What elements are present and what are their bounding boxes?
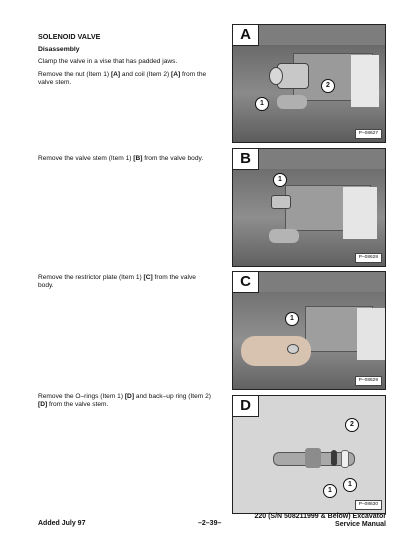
callout-1: 1 xyxy=(255,97,269,111)
figure-ref: [D] xyxy=(124,393,135,400)
page-number: –2–39– xyxy=(198,520,222,527)
photo-number: P–08630 xyxy=(355,500,382,510)
callout-1: 1 xyxy=(285,312,299,326)
step-text: from the valve body. xyxy=(142,155,204,162)
step-remove-restrictor-plate xyxy=(38,274,212,290)
step-text: Clamp the valve in a vise that has padded jaws. xyxy=(38,58,178,65)
nut xyxy=(269,67,283,85)
step-text: Remove the restrictor plate (Item 1) xyxy=(38,274,144,281)
step-remove-valve-stem xyxy=(38,155,212,163)
footer-manual-title xyxy=(254,513,386,529)
callout-2: 2 xyxy=(345,418,359,432)
figure-a-photo xyxy=(232,24,386,143)
figure-ref: [D] xyxy=(38,401,48,408)
step-text: from the valve stem. xyxy=(47,401,109,408)
step-text: Remove the valve stem (Item 1) xyxy=(38,155,134,162)
footer-added-date: Added July 97 xyxy=(38,520,86,527)
valve-stem xyxy=(271,195,291,209)
step-clamp-valve xyxy=(38,58,212,66)
o-ring xyxy=(331,450,337,466)
restrictor-plate xyxy=(287,344,299,354)
photo-number: P–08628 xyxy=(355,253,382,263)
step-text: and coil (Item 2) xyxy=(120,71,172,78)
photo-number: P–08627 xyxy=(355,129,382,139)
fitting xyxy=(269,229,299,243)
step-text: Remove the O–rings (Item 1) xyxy=(38,393,125,400)
manual-model: 220 (S/N 508211999 & Below) Excavator xyxy=(254,513,386,520)
figure-ref: [A] xyxy=(171,71,181,78)
figure-letter-badge: C xyxy=(233,272,259,293)
step-text: from the valve body. xyxy=(38,274,196,289)
figure-letter-badge: B xyxy=(233,149,259,170)
figure-ref: [C] xyxy=(143,274,153,281)
figure-ref: [A] xyxy=(110,71,121,78)
callout-2: 2 xyxy=(321,79,335,93)
figure-letter-badge: A xyxy=(233,25,259,46)
back-up-ring xyxy=(341,450,349,468)
callout-1: 1 xyxy=(273,173,287,187)
figure-ref: [B] xyxy=(133,155,143,162)
step-remove-orings xyxy=(38,393,212,409)
figure-b-photo xyxy=(232,148,386,267)
manual-type: Service Manual xyxy=(335,521,386,528)
section-title: SOLENOID VALVE xyxy=(38,32,101,41)
step-text: and back–up ring (Item 2) xyxy=(134,393,211,400)
padded-jaw xyxy=(351,55,379,107)
step-text: from the valve stem. xyxy=(38,71,207,86)
hand xyxy=(241,336,311,366)
photo-number: P–08629 xyxy=(355,376,382,386)
figure-c-photo xyxy=(232,271,386,390)
stem-collar xyxy=(305,448,321,468)
subsection-title: Disassembly xyxy=(38,46,80,53)
step-text: Remove the nut (Item 1) xyxy=(38,71,111,78)
figure-letter-badge: D xyxy=(233,396,259,417)
padded-jaw xyxy=(357,308,385,360)
callout-1: 1 xyxy=(343,478,357,492)
fitting xyxy=(277,95,307,109)
callout-1: 1 xyxy=(323,484,337,498)
step-remove-nut-coil xyxy=(38,71,212,87)
figure-d-photo xyxy=(232,395,386,514)
padded-jaw xyxy=(343,187,377,239)
